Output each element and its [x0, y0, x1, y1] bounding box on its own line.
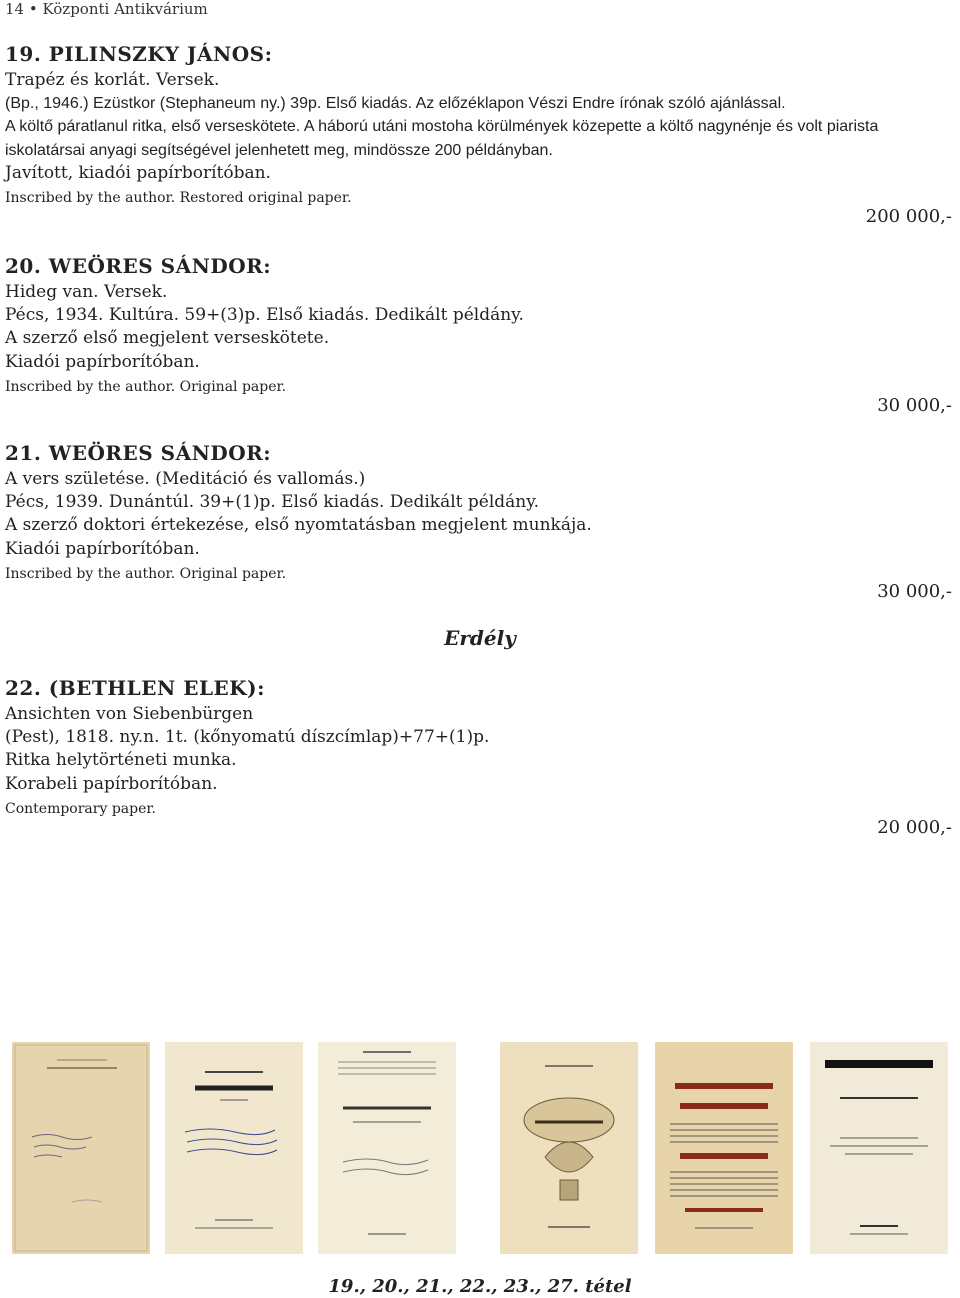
photo-hideg-van	[165, 1042, 303, 1254]
entry-imprint: (Bp., 1946.) Ezüstkor (Stephaneum ny.) 39p. Első kiadás. Az előzéklapon Vészi Endre írónak szóló ajánlással.	[5, 95, 786, 113]
cover-image	[318, 1042, 456, 1254]
photo-kezikonyv	[810, 1042, 948, 1254]
entry-imprint: Pécs, 1939. Dunántúl. 39+(1)p. Első kiadás. Dedikált példány.	[5, 492, 539, 513]
catalog-entry-21	[5, 441, 955, 585]
entry-number: 22.	[5, 676, 42, 700]
price-19: 200 000,-	[865, 206, 952, 227]
entry-number: 21.	[5, 441, 42, 465]
entry-description: A költő páratlanul ritka, első verseskötete. A háború utáni mostoha körülmények közepette a költő nagynénje és volt piarista iskolatársai anyagi segítségével jelenhetett meg, mindössze 200 példányban.	[5, 118, 879, 159]
entry-english-note: Inscribed by the author. Original paper.	[5, 565, 287, 582]
entry-imprint: Pécs, 1934. Kultúra. 59+(3)p. Első kiadás. Dedikált példány.	[5, 305, 524, 326]
entry-english-note: Inscribed by the author. Restored original paper.	[5, 190, 352, 207]
entry-title: Ansichten von Siebenbürgen	[5, 704, 254, 724]
catalog-entry-22	[5, 676, 955, 820]
entry-description: Ritka helytörténeti munka.	[5, 750, 237, 771]
entry-condition: Kiadói papírborítóban.	[5, 538, 200, 559]
catalog-entry-19	[5, 42, 955, 209]
entry-heading	[5, 254, 955, 278]
entry-author: WEÖRES SÁNDOR:	[48, 441, 272, 465]
entry-author: WEÖRES SÁNDOR:	[48, 254, 272, 278]
entry-condition: Kiadói papírborítóban.	[5, 351, 200, 372]
entry-description: A szerző első megjelent verseskötete.	[5, 328, 330, 349]
price-21: 30 000,-	[877, 581, 952, 602]
entry-english-note: Inscribed by the author. Original paper.	[5, 378, 287, 395]
photo-ansichten-von-siebenburgen	[500, 1042, 638, 1254]
cover-image	[810, 1042, 948, 1254]
entry-condition: Korabeli papírborítóban.	[5, 773, 218, 794]
entry-title: Hideg van. Versek.	[5, 282, 168, 302]
section-title: Erdély	[444, 626, 516, 650]
catalog-entry-20	[5, 254, 955, 398]
entry-heading	[5, 676, 955, 700]
cover-photos-strip	[0, 1042, 960, 1254]
photo-trapez-es-korlat	[12, 1042, 150, 1254]
price-22: 20 000,-	[877, 817, 952, 838]
cover-image	[165, 1042, 303, 1254]
entry-number: 20.	[5, 254, 42, 278]
page-header: 14 • Központi Antikvárium	[5, 0, 208, 18]
photos-caption: 19., 20., 21., 22., 23., 27. tétel	[328, 1276, 632, 1297]
photo-erdelynek-historiaja	[655, 1042, 793, 1254]
entry-number: 19.	[5, 42, 42, 66]
entry-author: PILINSZKY JÁNOS:	[48, 42, 273, 66]
photo-a-vers-szuletese	[318, 1042, 456, 1254]
entry-title: A vers születése. (Meditáció és vallomás.)	[5, 469, 366, 489]
entry-description: A szerző doktori értekezése, első nyomtatásban megjelent munkája.	[5, 515, 592, 536]
cover-image	[500, 1042, 638, 1254]
entry-english-note: Contemporary paper.	[5, 800, 156, 817]
entry-title: Trapéz és korlát. Versek.	[5, 70, 220, 90]
entry-heading	[5, 441, 955, 465]
entry-heading	[5, 42, 955, 66]
entry-author: (BETHLEN ELEK):	[48, 676, 265, 700]
price-20: 30 000,-	[877, 395, 952, 416]
entry-condition: Javított, kiadói papírborítóban.	[5, 162, 271, 183]
cover-image	[655, 1042, 793, 1254]
entry-imprint: (Pest), 1818. ny.n. 1t. (kőnyomatú díszcímlap)+77+(1)p.	[5, 727, 490, 748]
cover-image	[12, 1042, 150, 1254]
